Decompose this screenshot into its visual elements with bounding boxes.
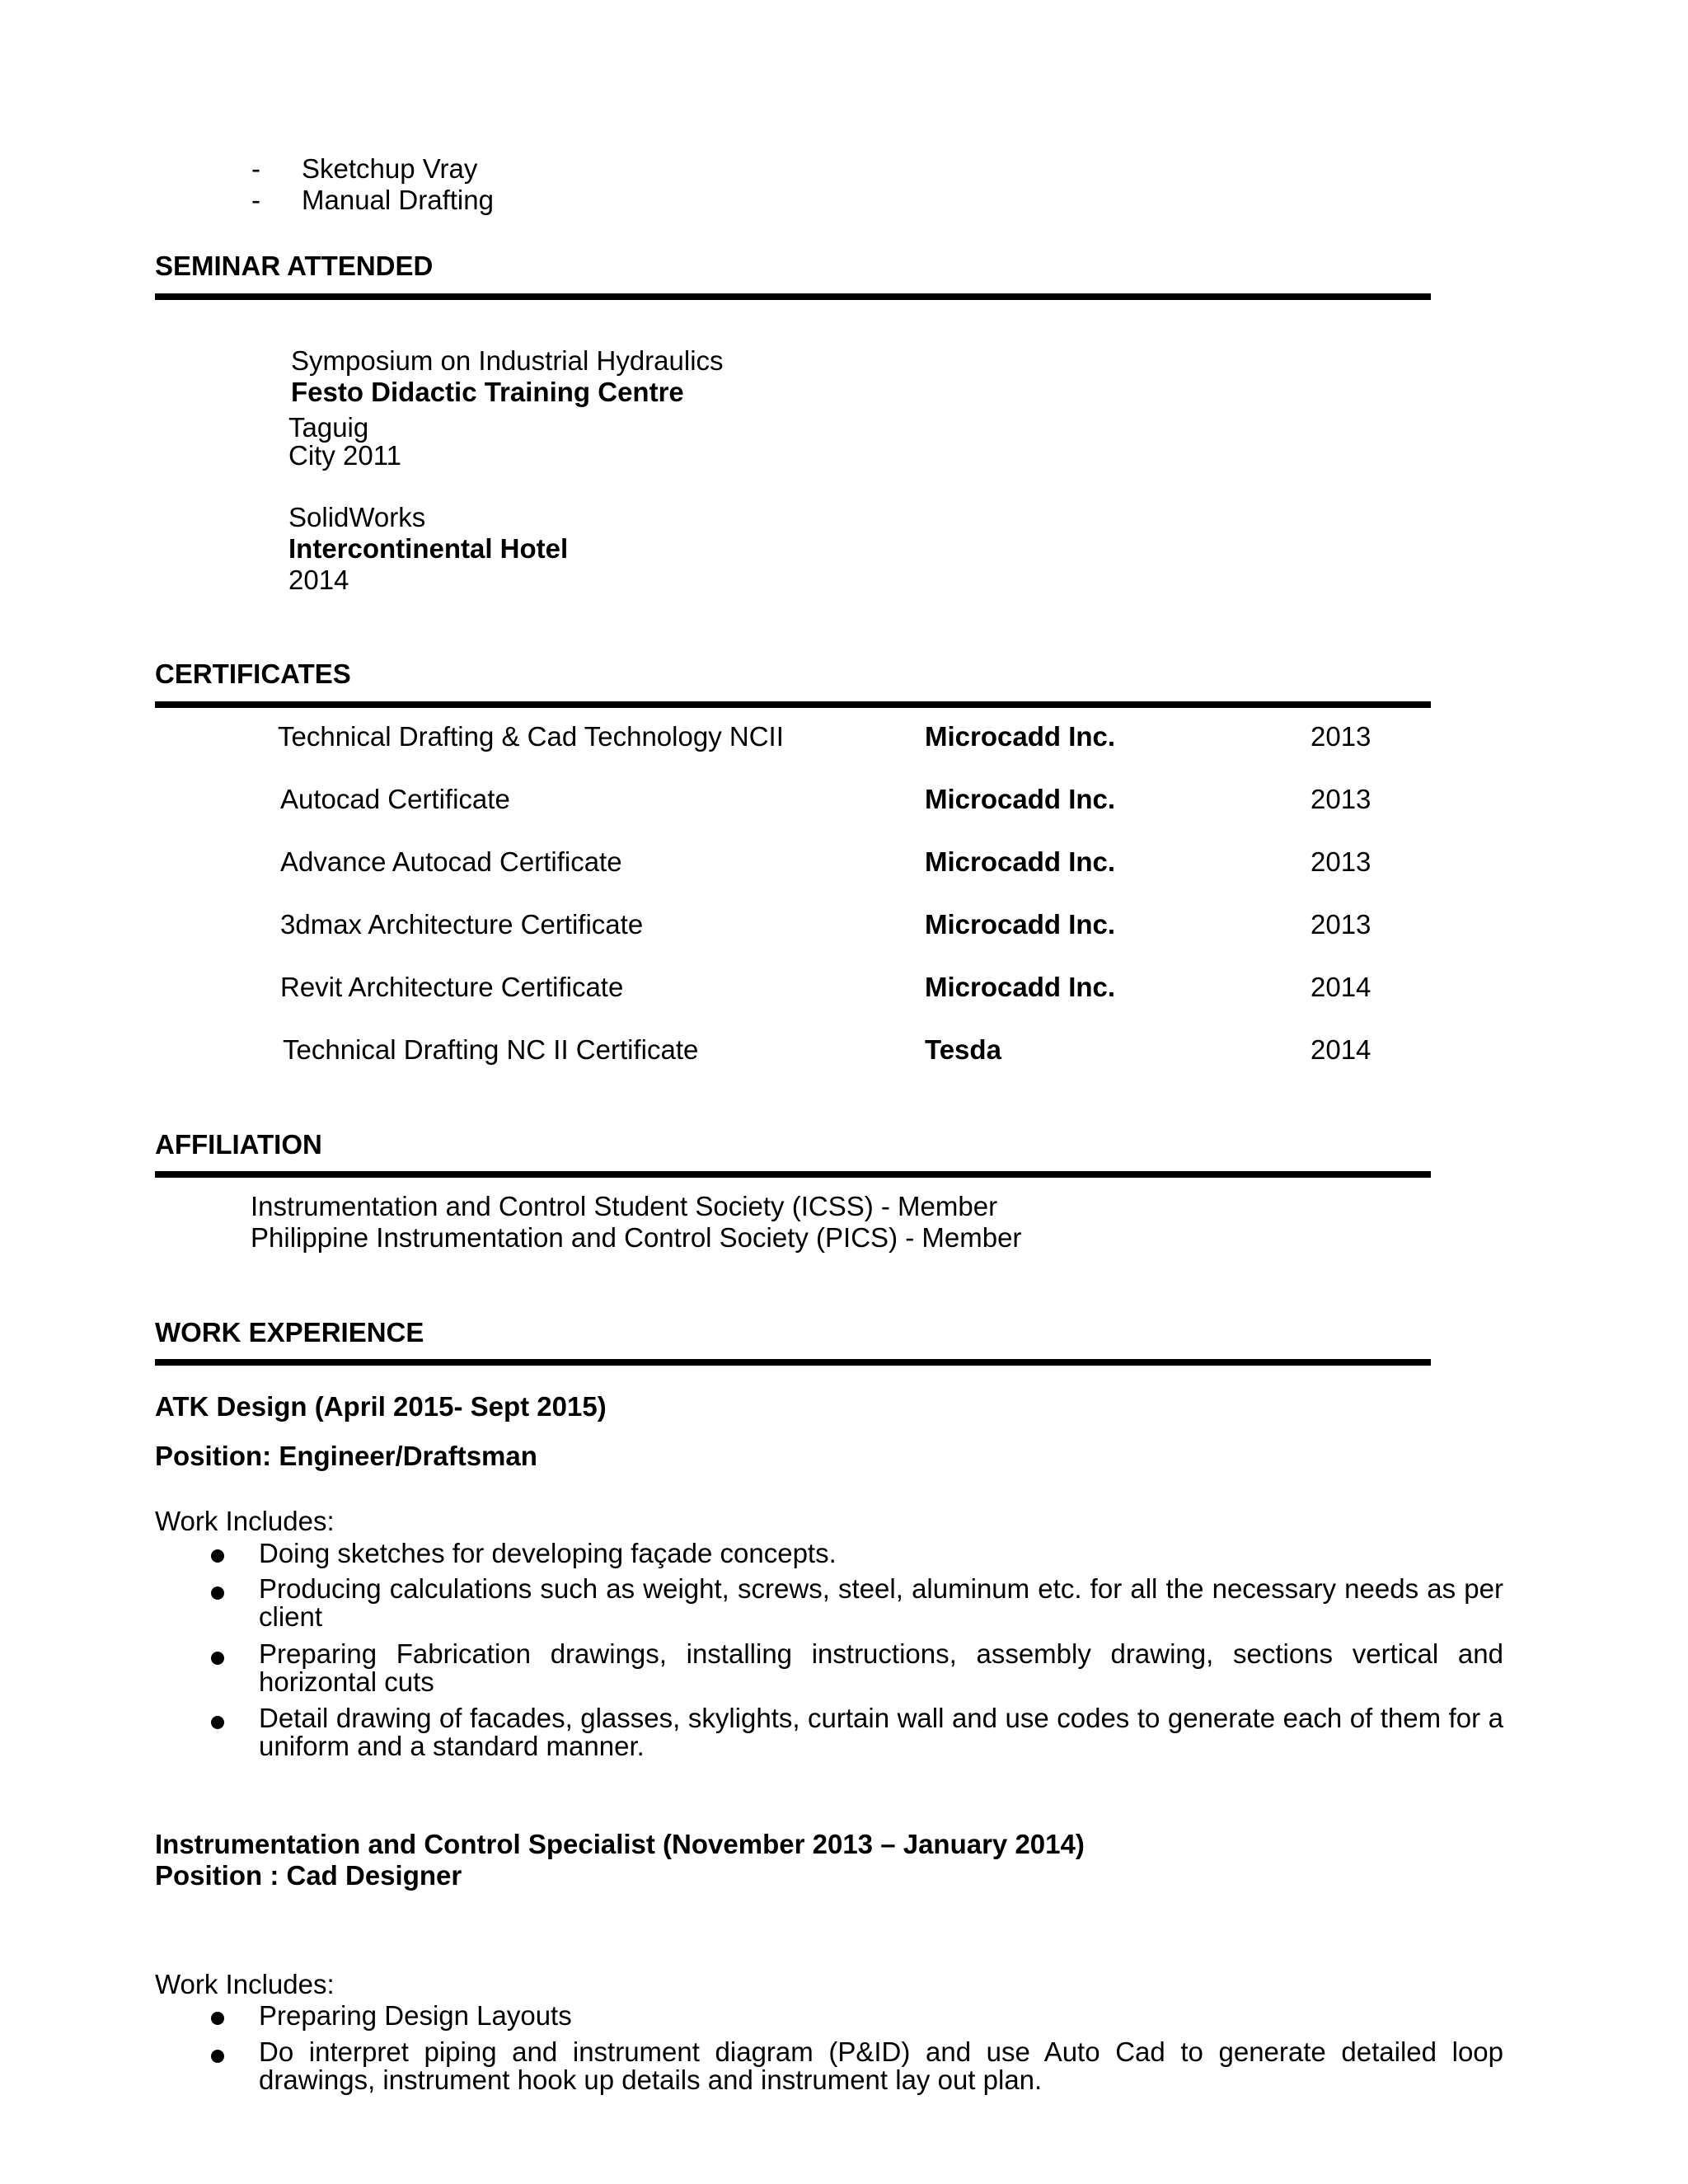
seminar-title: Symposium on Industrial Hydraulics: [291, 345, 724, 376]
section-divider: [155, 1171, 1431, 1178]
bullet-icon: [211, 1716, 224, 1729]
task-text: Detail drawing of facades, glasses, skylights, curtain wall and use codes to generate each of them for a uniform and a standard manner.: [259, 1703, 1503, 1761]
seminar-year: 2014: [288, 565, 349, 595]
task-text: Preparing Fabrication drawings, installing instructions, assembly drawing, sections vertical and horizontal cuts: [259, 1638, 1503, 1697]
seminar-title: SolidWorks: [288, 502, 426, 532]
section-divider: [155, 701, 1431, 708]
section-divider: [155, 293, 1431, 300]
list-dash: -: [251, 185, 260, 215]
certificate-issuer: Microcadd Inc.: [925, 909, 1116, 940]
bullet-icon: [211, 2012, 224, 2025]
affiliation-heading: AFFILIATION: [155, 1129, 322, 1160]
certificate-year: 2013: [1311, 846, 1372, 877]
bullet-icon: [211, 1549, 224, 1563]
task-text: Doing sketches for developing façade concepts.: [259, 1538, 837, 1568]
job-company: ATK Design (April 2015- Sept 2015): [155, 1391, 607, 1422]
task-text: Preparing Design Layouts: [259, 2000, 572, 2031]
certificate-issuer: Microcadd Inc.: [925, 846, 1116, 877]
certificate-name: Technical Drafting NC II Certificate: [283, 1034, 699, 1065]
certificate-name: Technical Drafting & Cad Technology NCII: [278, 721, 784, 752]
job-position: Position: Engineer/Draftsman: [155, 1441, 537, 1471]
seminar-location: Taguig: [288, 412, 369, 443]
affiliation-item: Instrumentation and Control Student Society (ICSS) - Member: [251, 1191, 998, 1221]
job-position: Position : Cad Designer: [155, 1860, 462, 1891]
skill-item: Sketchup Vray: [302, 153, 478, 184]
job-company: Instrumentation and Control Specialist (November 2013 – January 2014): [155, 1829, 1085, 1859]
seminar-venue: Festo Didactic Training Centre: [291, 377, 684, 407]
certificate-issuer: Tesda: [925, 1034, 1001, 1065]
work-includes-label: Work Includes:: [155, 1969, 335, 1999]
affiliation-item: Philippine Instrumentation and Control Society (PICS) - Member: [251, 1222, 1022, 1253]
certificate-year: 2013: [1311, 784, 1372, 814]
section-divider: [155, 1359, 1431, 1366]
certificate-name: Revit Architecture Certificate: [280, 972, 624, 1002]
certificates-heading: CERTIFICATES: [155, 658, 351, 689]
bullet-icon: [211, 1586, 224, 1600]
list-dash: -: [251, 153, 260, 184]
task-text: Do interpret piping and instrument diagram (P&ID) and use Auto Cad to generate detailed loop drawings, instrument hook up details and instrument lay out plan.: [259, 2036, 1503, 2095]
task-text: Producing calculations such as weight, screws, steel, aluminum etc. for all the necessary needs as per client: [259, 1573, 1503, 1632]
work-includes-label: Work Includes:: [155, 1506, 335, 1536]
certificate-year: 2013: [1311, 721, 1372, 752]
bullet-icon: [211, 1652, 224, 1665]
certificate-year: 2014: [1311, 1034, 1372, 1065]
seminar-venue: Intercontinental Hotel: [288, 533, 569, 564]
certificate-issuer: Microcadd Inc.: [925, 784, 1116, 814]
work-experience-heading: WORK EXPERIENCE: [155, 1317, 424, 1347]
certificate-issuer: Microcadd Inc.: [925, 721, 1116, 752]
certificate-name: 3dmax Architecture Certificate: [280, 909, 644, 940]
bullet-icon: [211, 2050, 224, 2063]
skill-item: Manual Drafting: [302, 185, 494, 215]
certificate-name: Autocad Certificate: [280, 784, 510, 814]
certificate-name: Advance Autocad Certificate: [280, 846, 622, 877]
seminar-location: City 2011: [288, 440, 401, 471]
certificate-year: 2014: [1311, 972, 1372, 1002]
seminar-heading: SEMINAR ATTENDED: [155, 251, 434, 281]
certificate-year: 2013: [1311, 909, 1372, 940]
certificate-issuer: Microcadd Inc.: [925, 972, 1116, 1002]
